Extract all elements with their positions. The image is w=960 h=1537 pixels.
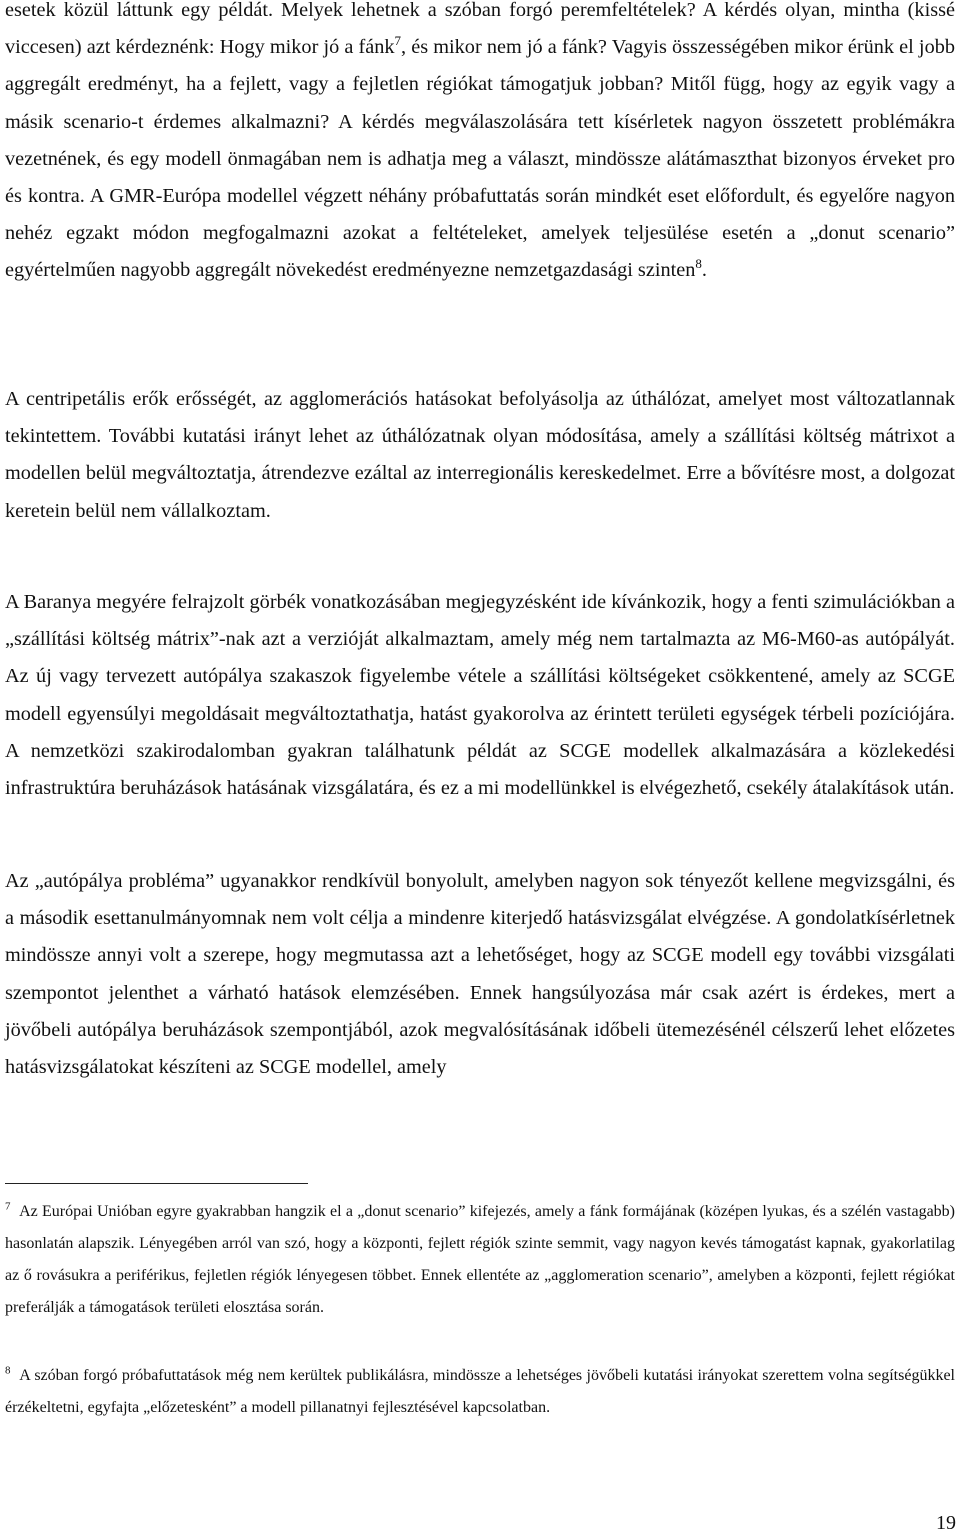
footnote-ref-7[interactable]: 7 <box>394 33 402 49</box>
paragraph-text: , és mikor nem jó a fánk? Vagyis összességében mikor érünk el jobb aggregált eredményt, ha a fejlett, vagy a fejletlen régiókat támogatjuk jobban? Mitől függ, hogy az egyik vagy a másik scenario-t érdemes alkalmazni? A kérdés megválaszolására tett kísérletek nagyon összetett problémákra vezetnének, és egy modell önmagában nem is adhatja meg a választ, mindössze alátámaszthat bizonyos érveket pro és kontra. A GMR-Európa modellel végzett néhány próbafuttatás során mindkét eset előfordult, és egyelőre nagyon nehéz egzakt módon megfogalmazni azokat a feltételeket, amelyek teljesülése esetén a „donut scenario” egyértelműen nagyobb aggregált növekedést eredményezne nemzetgazdasági szinten <box>5 36 955 282</box>
paragraph-text: esetek közül láttunk egy példát. Melyek lehetnek a szóban forgó peremfeltételek? A kérdés olyan, mintha (kissé viccesen) azt kérdeznénk: Hogy mikor jó a fánk <box>5 0 955 59</box>
footnote-text: Az Európai Unióban egyre gyakrabban hangzik el a „donut scenario” kifejezés, amely a fánk formájának (középen lyukas, és a szélén vastagabb) hasonlatán alapszik. Lényegében arról van szó, hogy a központi, fejlett régiók szinte semmit, vagy nagyon kevés támogatást kapnak, gyakorlatilag az ő rovásukra a periférikus, fejletlen régiók lényegesen többet. Ennek ellentéte az „agglomeration scenario”, amelyben a központi, fejlett régiókat preferálják a támogatások területi elosztása során. <box>5 1203 956 1316</box>
footnote-7 <box>5 1196 955 1324</box>
page-number: 19 <box>936 1512 956 1534</box>
body-paragraph-1 <box>5 0 955 290</box>
paragraph-text: . <box>701 259 707 282</box>
footnote-number: 8 <box>5 1364 11 1377</box>
body-paragraph-4: Az „autópálya probléma” ugyanakkor rendkívül bonyolult, amelyben nagyon sok tényezőt kellene megvizsgálni, és a második esettanulmányomnak nem volt célja a mindenre kiterjedő hatásvizsgálat elvégzése. A gondolatkísérletnek mindössze annyi volt a szerepe, hogy megmutassa azt a lehetőséget, hogy az SCGE modell egy további vizsgálati szempontot jelenthet a várható hatások elemzésében. Ennek hangsúlyozása már csak azért is érdekes, mert a jövőbeli autópálya beruházások szempontjából, azok megvalósításának időbeli ütemezésénél célszerű lehet előzetes hatásvizsgálatokat készíteni az SCGE modellel, amely <box>5 870 955 1079</box>
body-paragraph-2: A centripetális erők erősségét, az agglomerációs hatásokat befolyásolja az úthálózat, amelyet most változatlannak tekintettem. További kutatási irányt lehet az úthálózatnak olyan módosítása, amely a szállítási költség mátrixot a modellen belül megváltoztatja, átrendezve ezáltal az interregionális kereskedelmet. Erre a bővítésre most, a dolgozat keretein belül nem vállalkoztam. <box>5 388 955 522</box>
footnote-separator <box>5 1183 308 1184</box>
footnote-8 <box>5 1360 955 1424</box>
footnote-text: A szóban forgó próbafuttatások még nem kerültek publikálásra, mindössze a lehetséges jövőbeli kutatási irányokat szerettem volna segítségükkel érzékeltetni, egyfajta „előzetesként” a modell pillanatnyi fejlesztésével kapcsolatban. <box>5 1367 955 1416</box>
footnote-number: 7 <box>5 1200 11 1213</box>
body-paragraph-3: A Baranya megyére felrajzolt görbék vonatkozásában megjegyzésként ide kívánkozik, hogy a fenti szimulációkban a „szállítási költség mátrix”-nak azt a verzióját alkalmaztam, amely még nem tartalmazta az M6-M60-as autópályát. Az új vagy tervezett autópálya szakaszok figyelembe vétele a szállítási költségeket csökkentené, amely az SCGE modell egyensúlyi megoldásait megváltoztathatja, hatást gyakorolva az érintett területi egységek térbeli pozíciójára. A nemzetközi szakirodalomban gyakran találhatunk példát az SCGE modellek alkalmazására a közlekedési infrastruktúra beruházások hatásának vizsgálatára, és ez a mi modellünkkel is elvégezhető, csekély átalakítások után. <box>5 591 955 800</box>
footnote-ref-8[interactable]: 8 <box>695 256 702 272</box>
